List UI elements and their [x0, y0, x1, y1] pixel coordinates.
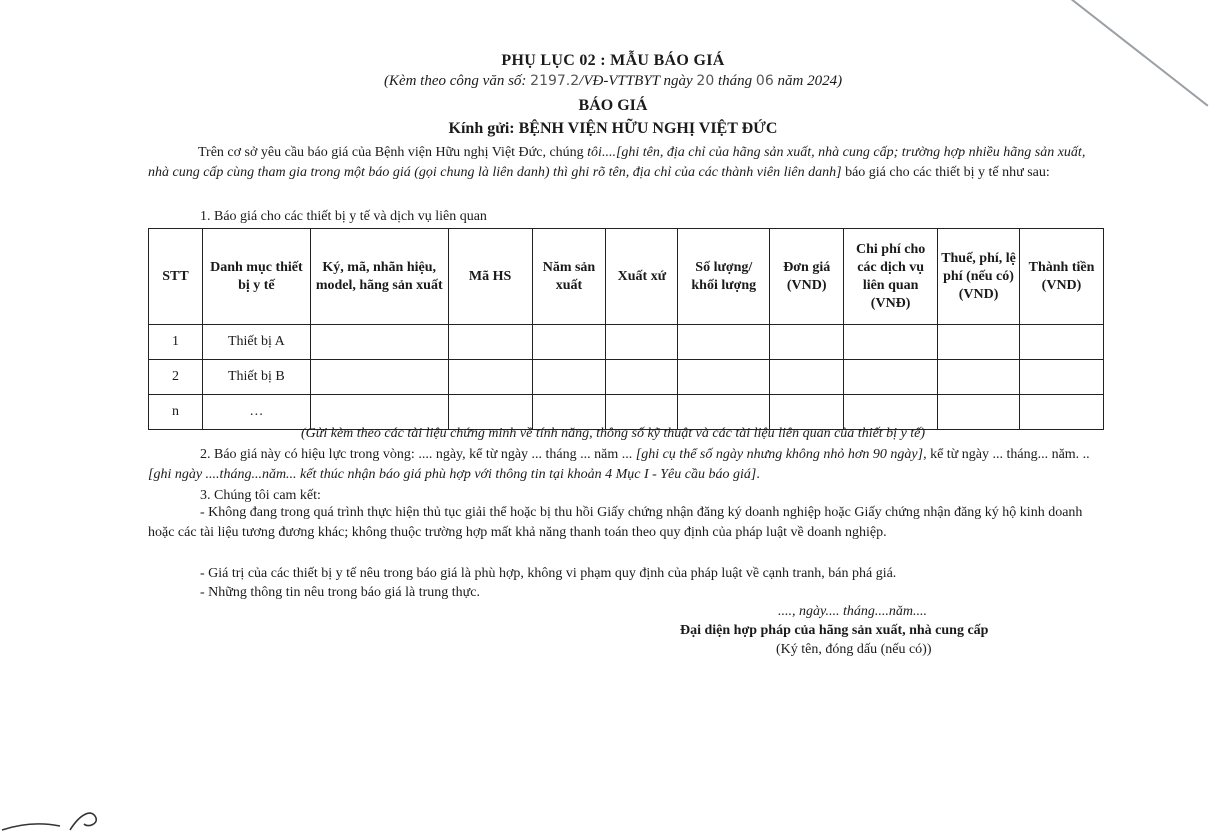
cell-empty	[678, 395, 770, 430]
subtitle-suffix: năm 2024)	[773, 73, 843, 89]
commitment-2: - Giá trị của các thiết bị y tế nêu trong báo giá là phù hợp, không vi phạm quy định của pháp luật về cạnh tranh, bán phá giá.	[200, 566, 897, 581]
handwritten-day: 20	[696, 73, 715, 89]
handwritten-doc-number: 2197.2	[530, 73, 580, 89]
cell-empty	[1020, 325, 1104, 360]
cell-category: …	[202, 395, 310, 430]
cell-empty	[532, 325, 606, 360]
cell-empty	[844, 325, 938, 360]
header-unit-price: Đơn giá (VND)	[770, 229, 844, 325]
table-row	[149, 395, 1104, 430]
cell-empty	[678, 360, 770, 395]
quote-heading: BÁO GIÁ	[578, 97, 648, 114]
section-2-italic-1: [ghi cụ thể số ngày nhưng không nhỏ hơn 90 ngày]	[635, 447, 924, 462]
cell-empty	[310, 395, 448, 430]
cell-empty	[606, 325, 678, 360]
section-2-italic-2: [ghi ngày ....tháng...năm... kết thúc nhận báo giá phù hợp với thông tin tại khoản 4 Mục I - Yêu cầu báo giá]	[148, 467, 757, 482]
cell-stt: n	[149, 395, 203, 430]
table-row	[149, 360, 1104, 395]
cell-empty	[606, 360, 678, 395]
section-3-title: 3. Chúng tôi cam kết:	[200, 488, 321, 503]
section-2-paragraph	[148, 445, 1108, 485]
header-service-cost: Chi phí cho các dịch vụ liên quan (VNĐ)	[844, 229, 938, 325]
section-2-end: .	[756, 467, 760, 482]
quote-table	[148, 228, 1104, 430]
cell-empty	[1020, 360, 1104, 395]
header-tax: Thuế, phí, lệ phí (nếu có) (VND)	[938, 229, 1020, 325]
intro-normal: Trên cơ sở yêu cầu báo giá của Bệnh viện Hữu nghị Việt Đức, chúng	[198, 145, 588, 160]
subtitle-mid1: /VĐ-VTTBYT ngày	[579, 73, 697, 89]
cell-empty	[938, 325, 1020, 360]
intro-end: báo giá cho các thiết bị y tế như sau:	[841, 165, 1050, 180]
signature-note: (Ký tên, đóng dấu (nếu có))	[776, 642, 932, 657]
cell-empty	[678, 325, 770, 360]
intro-italic: tôi....[ghi tên, địa chỉ của hãng sản xuất, nhà cung cấp; trường hợp nhiều hãng sản xuất, nhà cung cấp cùng tham gia trong một báo giá (gọi chung là liên danh) thì ghi rõ tên, địa chỉ của các thành viên liên danh]	[148, 145, 1086, 180]
cell-empty	[310, 325, 448, 360]
document-title: PHỤ LỤC 02 : MẪU BÁO GIÁ	[501, 52, 725, 69]
cell-empty	[938, 360, 1020, 395]
commitment-3: - Những thông tin nêu trong báo giá là trung thực.	[200, 585, 480, 600]
recipient-line: Kính gửi: BỆNH VIỆN HỮU NGHỊ VIỆT ĐỨC	[448, 120, 778, 137]
cell-empty	[310, 360, 448, 395]
header-model: Ký, mã, nhãn hiệu, model, hãng sản xuất	[310, 229, 448, 325]
commitment-1: - Không đang trong quá trình thực hiện thủ tục giải thể hoặc bị thu hồi Giấy chứng nhận đăng ký doanh nghiệp hoặc Giấy chứng nhận đăng ký hộ kinh doanh hoặc các tài liệu tương đương khác; không thuộc trường hợp mất khả năng thanh toán theo quy định của pháp luật về doanh nghiệp.	[148, 505, 1083, 540]
intro-paragraph	[148, 143, 1108, 183]
document-subtitle	[0, 73, 1226, 90]
subtitle-prefix: (Kèm theo công văn số:	[383, 73, 531, 89]
cell-category: Thiết bị B	[202, 360, 310, 395]
cell-empty	[606, 395, 678, 430]
cell-empty	[448, 360, 532, 395]
header-stt: STT	[149, 229, 203, 325]
cell-empty	[770, 395, 844, 430]
cell-empty	[844, 395, 938, 430]
header-category: Danh mục thiết bị y tế	[202, 229, 310, 325]
header-hs-code: Mã HS	[448, 229, 532, 325]
cell-empty	[448, 395, 532, 430]
header-origin: Xuất xứ	[606, 229, 678, 325]
cell-empty	[844, 360, 938, 395]
cell-stt: 1	[149, 325, 203, 360]
section-2-normal: 2. Báo giá này có hiệu lực trong vòng: .... ngày, kể từ ngày ... tháng ... năm ...	[200, 447, 636, 462]
cell-empty	[448, 325, 532, 360]
table-row	[149, 325, 1104, 360]
signature-date-line: ...., ngày.... tháng....năm....	[778, 604, 927, 619]
cell-empty	[1020, 395, 1104, 430]
cell-empty	[770, 325, 844, 360]
table-caption: (Gửi kèm theo các tài liệu chứng minh về tính năng, thông số kỹ thuật và các tài liệu liên quan của thiết bị y tế)	[300, 426, 926, 441]
header-quantity: Số lượng/ khối lượng	[678, 229, 770, 325]
header-total: Thành tiền (VND)	[1020, 229, 1104, 325]
cell-empty	[532, 360, 606, 395]
table-header-row	[149, 229, 1104, 325]
signature-representative: Đại diện hợp pháp của hãng sản xuất, nhà cung cấp	[680, 623, 989, 638]
header-year: Năm sản xuất	[532, 229, 606, 325]
handwritten-signature	[0, 800, 120, 832]
cell-stt: 2	[149, 360, 203, 395]
cell-category: Thiết bị A	[202, 325, 310, 360]
section-2-mid: , kể từ ngày ... tháng... năm. ..	[923, 447, 1090, 462]
section-1-title: 1. Báo giá cho các thiết bị y tế và dịch vụ liên quan	[200, 209, 487, 224]
cell-empty	[770, 360, 844, 395]
cell-empty	[938, 395, 1020, 430]
subtitle-mid2: tháng	[714, 73, 756, 89]
handwritten-month: 06	[755, 73, 774, 89]
cell-empty	[532, 395, 606, 430]
